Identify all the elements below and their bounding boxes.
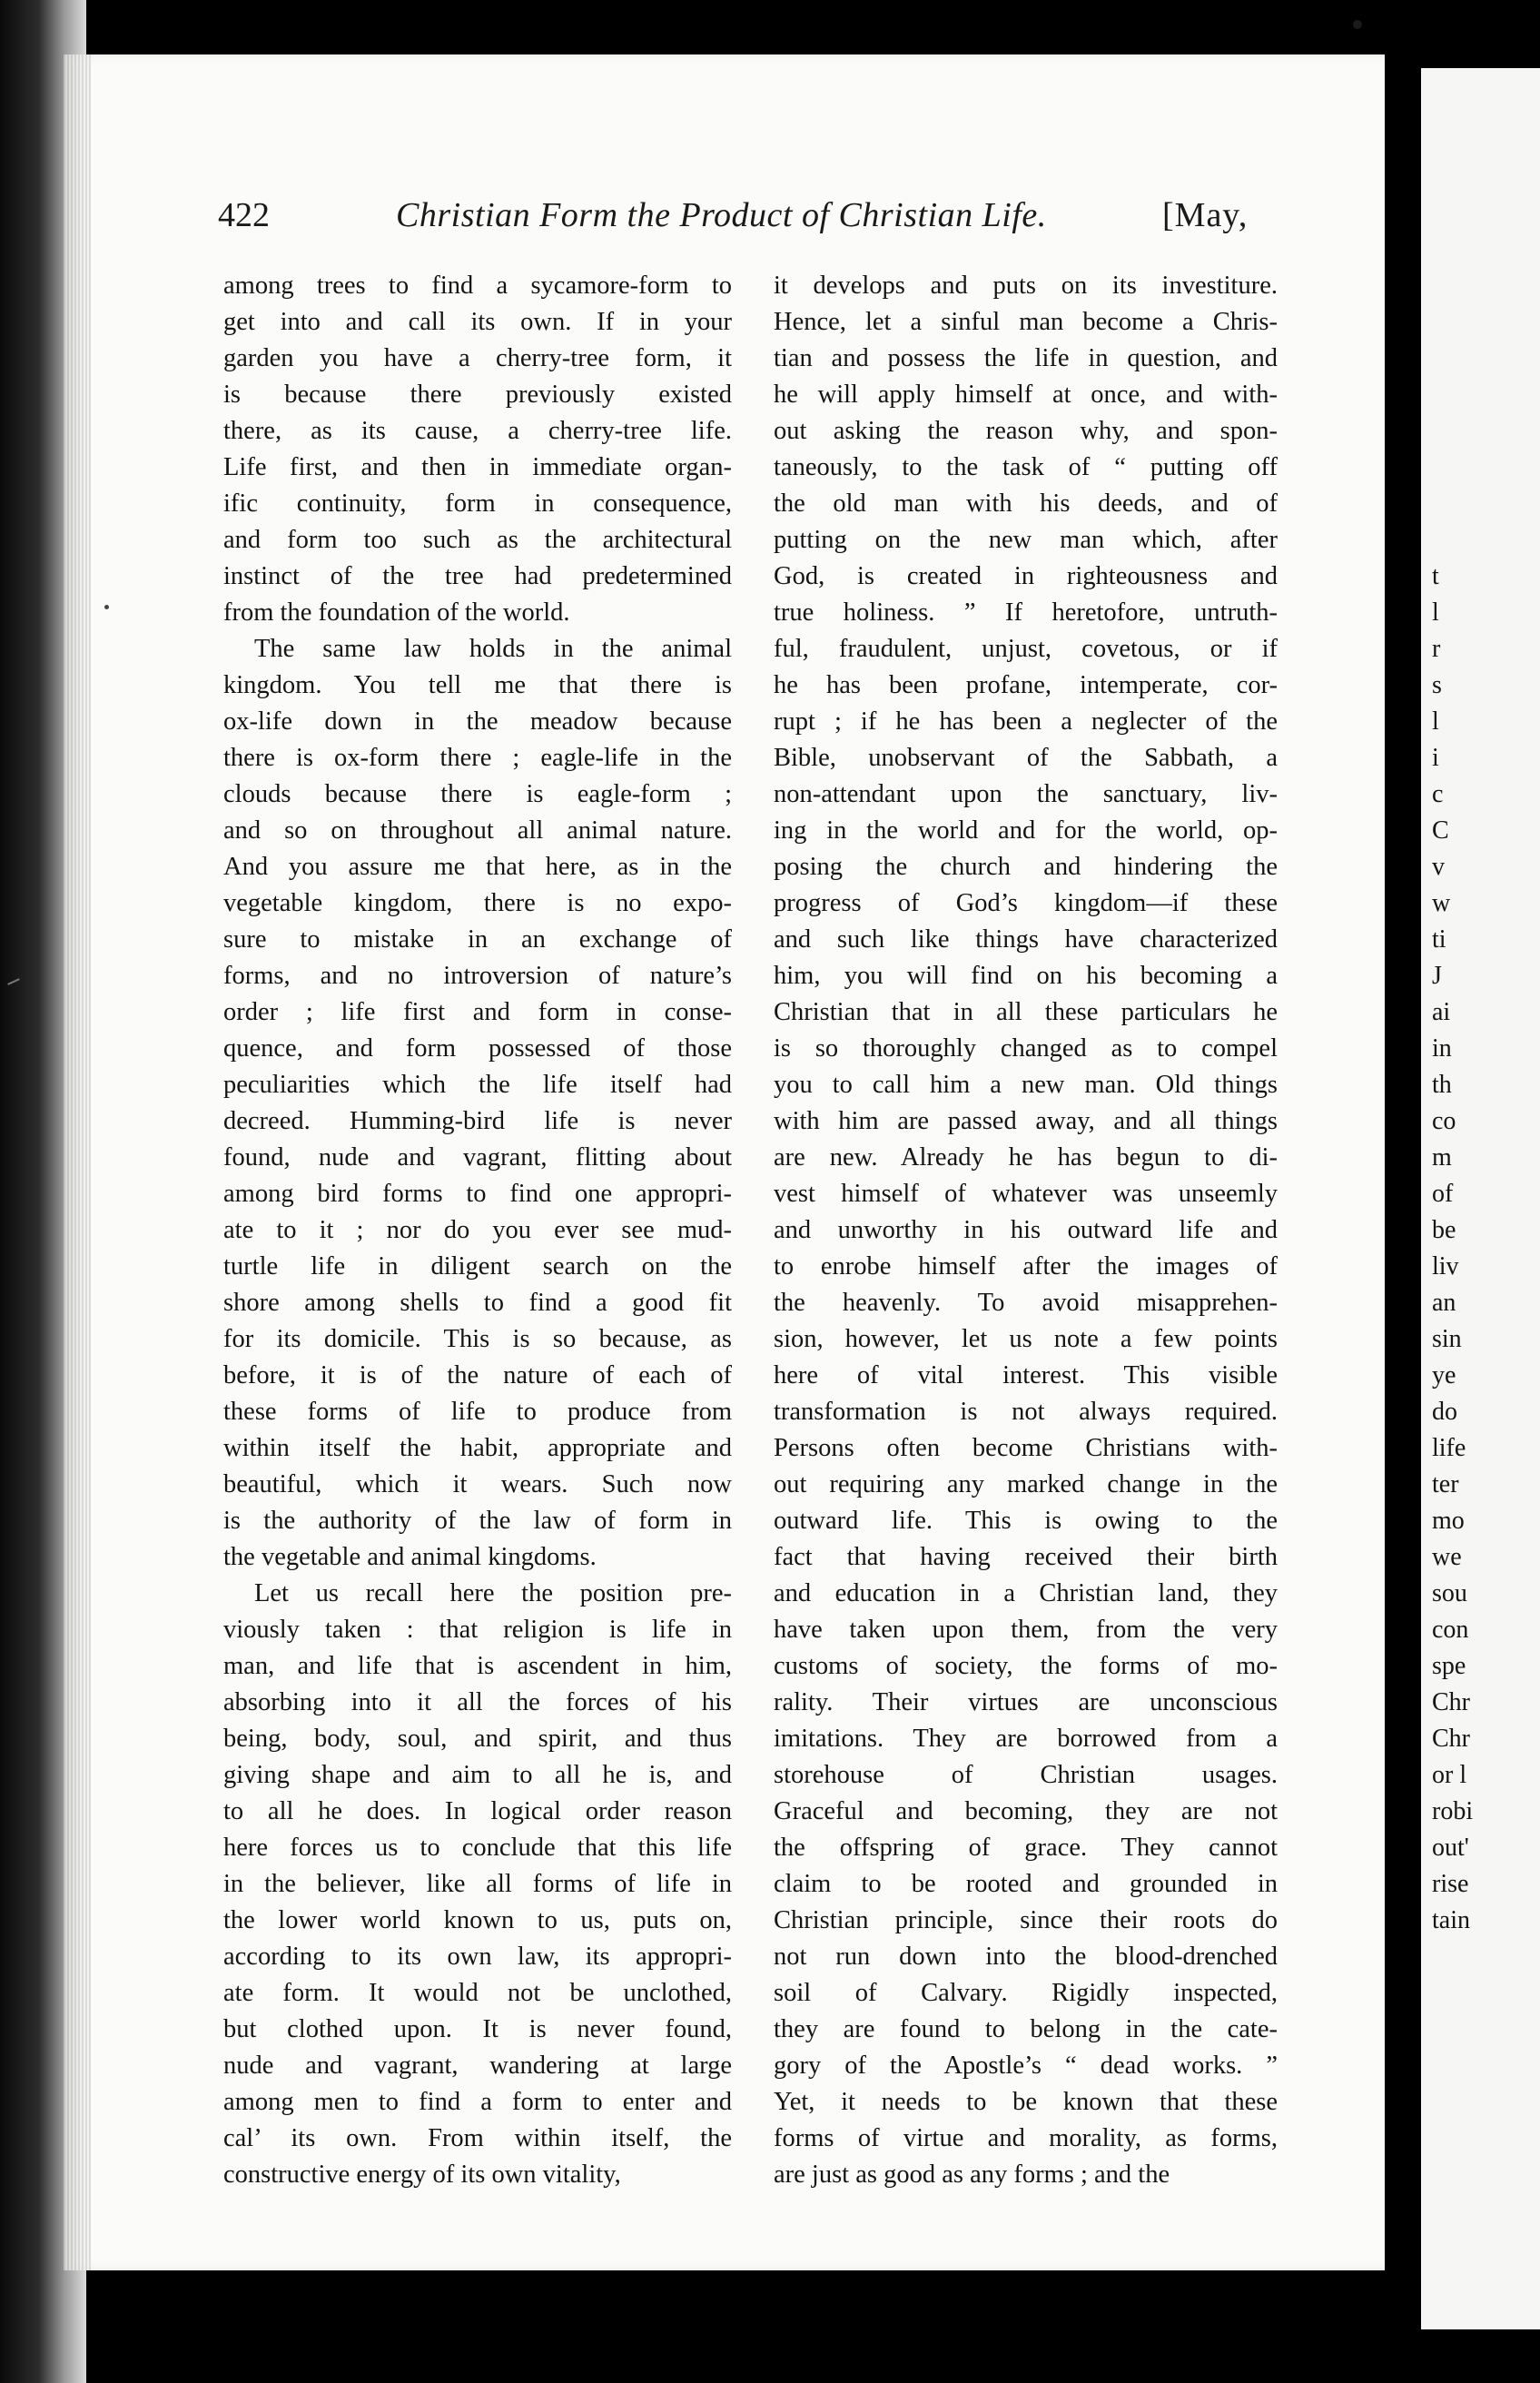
text-line: beautiful, which it wears. Such now — [223, 1470, 732, 1498]
text-line: these forms of life to produce from — [223, 1398, 732, 1426]
facing-page-fragment: tain — [1432, 1906, 1470, 1934]
facing-page-fragment: of — [1432, 1180, 1454, 1208]
text-line: customs of society, the forms of mo- — [774, 1652, 1278, 1680]
text-line: get into and call its own. If in your — [223, 308, 732, 336]
text-line: sure to mistake in an exchange of — [223, 925, 732, 954]
text-line: he has been profane, intemperate, cor- — [774, 671, 1278, 699]
facing-page-fragment: Chr — [1432, 1725, 1470, 1753]
text-line: is so thoroughly changed as to compel — [774, 1034, 1278, 1063]
facing-page-fragment: ai — [1432, 998, 1451, 1026]
text-line: giving shape and aim to all he is, and — [223, 1761, 732, 1789]
facing-page-edge — [1421, 68, 1540, 2329]
text-line: from the foundation of the world. — [223, 598, 570, 627]
facing-page-fragment: spe — [1432, 1652, 1466, 1680]
text-line: rupt ; if he has been a neglecter of the — [774, 707, 1278, 736]
text-line: fact that having received their birth — [774, 1543, 1278, 1571]
right-column — [774, 268, 1278, 2193]
facing-page-fragment: ye — [1432, 1361, 1456, 1389]
text-line: found, nude and vagrant, flitting about — [223, 1143, 732, 1172]
text-line: ific continuity, form in consequence, — [223, 489, 732, 518]
facing-page-fragment: ter — [1432, 1470, 1459, 1498]
facing-page-fragment: sin — [1432, 1325, 1462, 1353]
text-line: out requiring any marked change in the — [774, 1470, 1278, 1498]
text-line: transformation is not always required. — [774, 1398, 1278, 1426]
text-line: claim to be rooted and grounded in — [774, 1870, 1278, 1898]
header-month: [May, — [1162, 196, 1249, 234]
text-line: Persons often become Christians with- — [774, 1434, 1278, 1462]
text-line: Let us recall here the position pre- — [254, 1579, 732, 1607]
text-line: instinct of the tree had predetermined — [223, 562, 732, 590]
facing-page-fragment: i — [1432, 744, 1439, 772]
text-line: man, and life that is ascendent in him, — [223, 1652, 732, 1680]
facing-page-fragment: sou — [1432, 1579, 1467, 1607]
text-line: peculiarities which the life itself had — [223, 1071, 732, 1099]
text-line: kingdom. You tell me that there is — [223, 671, 732, 699]
text-line: The same law holds in the animal — [254, 635, 732, 663]
text-line: among men to find a form to enter and — [223, 2088, 732, 2116]
text-line: are just as good as any forms ; and the — [774, 2161, 1170, 2189]
text-line: Hence, let a sinful man become a Chris- — [774, 308, 1278, 336]
text-line: are new. Already he has begun to di- — [774, 1143, 1278, 1172]
page-edge-lines — [64, 54, 91, 2270]
text-line: And you assure me that here, as in the — [223, 853, 732, 881]
text-line: to enrobe himself after the images of — [774, 1252, 1278, 1280]
text-line: ate to it ; nor do you ever see mud- — [223, 1216, 732, 1244]
text-line: Life first, and then in immediate organ- — [223, 453, 732, 481]
facing-page-fragment: we — [1432, 1543, 1462, 1571]
text-line: non-attendant upon the sanctuary, liv- — [774, 780, 1278, 808]
text-line: tian and possess the life in question, and — [774, 344, 1278, 372]
text-line: constructive energy of its own vitality, — [223, 2161, 621, 2189]
text-line: Christian that in all these particulars he — [774, 998, 1278, 1026]
facing-page-fragment: t — [1432, 562, 1439, 590]
text-line: but clothed upon. It is never found, — [223, 2015, 732, 2043]
text-line: being, body, soul, and spirit, and thus — [223, 1725, 732, 1753]
text-line: turtle life in diligent search on the — [223, 1252, 732, 1280]
text-line: and such like things have characterized — [774, 925, 1278, 954]
text-line: out asking the reason why, and spon- — [774, 417, 1278, 445]
text-line: to all he does. In logical order reason — [223, 1797, 732, 1825]
running-title: Christian Form the Product of Christian Life. — [396, 196, 1047, 234]
text-line: decreed. Humming-bird life is never — [223, 1107, 732, 1135]
text-line: imitations. They are borrowed from a — [774, 1725, 1278, 1753]
text-line: nude and vagrant, wandering at large — [223, 2052, 732, 2080]
facing-page-fragment: l — [1432, 707, 1439, 736]
text-line: the offspring of grace. They cannot — [774, 1834, 1278, 1862]
text-line: vegetable kingdom, there is no expo- — [223, 889, 732, 917]
facing-page-fragment: w — [1432, 889, 1451, 917]
text-line: ate form. It would not be unclothed, — [223, 1979, 732, 2007]
text-line: within itself the habit, appropriate and — [223, 1434, 732, 1462]
text-line: the old man with his deeds, and of — [774, 489, 1278, 518]
text-line: clouds because there is eagle-form ; — [223, 780, 732, 808]
text-line: cal’ its own. From within itself, the — [223, 2124, 732, 2152]
text-line: rality. Their virtues are unconscious — [774, 1688, 1278, 1716]
facing-page-fragment: l — [1432, 598, 1439, 627]
facing-page-fragment: C — [1432, 816, 1449, 845]
text-line: him, you will find on his becoming a — [774, 962, 1278, 990]
facing-page-fragment: out' — [1432, 1834, 1469, 1862]
facing-page-fragment: do — [1432, 1398, 1457, 1426]
facing-page-fragment: rise — [1432, 1870, 1469, 1898]
text-line: gory of the Apostle’s “ dead works. ” — [774, 2052, 1278, 2080]
text-line: the vegetable and animal kingdoms. — [223, 1543, 597, 1571]
text-line: Christian principle, since their roots do — [774, 1906, 1278, 1934]
text-line: sion, however, let us note a few points — [774, 1325, 1278, 1353]
text-line: he will apply himself at once, and with- — [774, 381, 1278, 409]
text-line: soil of Calvary. Rigidly inspected, — [774, 1979, 1278, 2007]
text-line: they are found to belong in the cate- — [774, 2015, 1278, 2043]
text-line: forms of virtue and morality, as forms, — [774, 2124, 1278, 2152]
facing-page-fragment: life — [1432, 1434, 1466, 1462]
text-line: progress of God’s kingdom—if these — [774, 889, 1278, 917]
text-line: in the believer, like all forms of life in — [223, 1870, 732, 1898]
facing-page-fragment: robi — [1432, 1797, 1474, 1825]
facing-page-fragment: liv — [1432, 1252, 1459, 1280]
text-line: there, as its cause, a cherry-tree life. — [223, 417, 732, 445]
facing-page-fragment: con — [1432, 1616, 1469, 1644]
text-line: true holiness. ” If heretofore, untruth- — [774, 598, 1278, 627]
text-line: putting on the new man which, after — [774, 526, 1278, 554]
facing-page-fragment: c — [1432, 780, 1444, 808]
text-line: and unworthy in his outward life and — [774, 1216, 1278, 1244]
facing-page-fragment: mo — [1432, 1507, 1465, 1535]
text-line: Bible, unobservant of the Sabbath, a — [774, 744, 1278, 772]
text-line: have taken upon them, from the very — [774, 1616, 1278, 1644]
text-line: and so on throughout all animal nature. — [223, 816, 732, 845]
text-line: storehouse of Christian usages. — [774, 1761, 1278, 1789]
text-line: with him are passed away, and all things — [774, 1107, 1278, 1135]
text-line: taneously, to the task of “ putting off — [774, 453, 1278, 481]
text-line: viously taken : that religion is life in — [223, 1616, 732, 1644]
text-line: is the authority of the law of form in — [223, 1507, 732, 1535]
text-line: it develops and puts on its investiture. — [774, 272, 1278, 300]
text-line: and form too such as the architectural — [223, 526, 732, 554]
text-line: forms, and no introversion of nature’s — [223, 962, 732, 990]
running-header — [218, 195, 1308, 241]
text-line: among trees to find a sycamore-form to — [223, 272, 732, 300]
text-line: ox-life down in the meadow because — [223, 707, 732, 736]
facing-page-fragment: or l — [1432, 1761, 1467, 1789]
facing-page-fragment: in — [1432, 1034, 1452, 1063]
text-line: Graceful and becoming, they are not — [774, 1797, 1278, 1825]
text-line: here of vital interest. This visible — [774, 1361, 1278, 1389]
facing-page-fragment: J — [1432, 962, 1442, 990]
text-line: for its domicile. This is so because, as — [223, 1325, 732, 1353]
text-line: garden you have a cherry-tree form, it — [223, 344, 732, 372]
text-line: Yet, it needs to be known that these — [774, 2088, 1278, 2116]
text-line: according to its own law, its appropri- — [223, 1943, 732, 1971]
text-line: not run down into the blood-drenched — [774, 1943, 1278, 1971]
text-line: quence, and form possessed of those — [223, 1034, 732, 1063]
text-line: order ; life first and form in conse- — [223, 998, 732, 1026]
text-line: vest himself of whatever was unseemly — [774, 1180, 1278, 1208]
facing-page-fragment: an — [1432, 1289, 1456, 1317]
text-line: is because there previously existed — [223, 381, 732, 409]
text-line: here forces us to conclude that this life — [223, 1834, 732, 1862]
ink-speck-top — [1353, 20, 1362, 29]
left-column — [223, 268, 732, 2193]
facing-page-fragment: co — [1432, 1107, 1456, 1135]
text-line: outward life. This is owing to the — [774, 1507, 1278, 1535]
page-number: 422 — [218, 196, 270, 234]
text-line: posing the church and hindering the — [774, 853, 1278, 881]
book-gutter — [1385, 36, 1423, 2343]
facing-page-fragment: ti — [1432, 925, 1446, 954]
facing-page-fragment: be — [1432, 1216, 1456, 1244]
text-line: the heavenly. To avoid misapprehen- — [774, 1289, 1278, 1317]
text-line: and education in a Christian land, they — [774, 1579, 1278, 1607]
text-line: ful, fraudulent, unjust, covetous, or if — [774, 635, 1278, 663]
text-line: you to call him a new man. Old things — [774, 1071, 1278, 1099]
facing-page-fragment: s — [1432, 671, 1442, 699]
text-line: shore among shells to find a good fit — [223, 1289, 732, 1317]
facing-page-fragment: Chr — [1432, 1688, 1470, 1716]
text-line: ing in the world and for the world, op- — [774, 816, 1278, 845]
text-line: God, is created in righteousness and — [774, 562, 1278, 590]
margin-dot — [104, 605, 109, 609]
facing-page-fragment: r — [1432, 635, 1441, 663]
facing-page-fragment: v — [1432, 853, 1445, 881]
text-line: the lower world known to us, puts on, — [223, 1906, 732, 1934]
facing-page-fragment: th — [1432, 1071, 1452, 1099]
text-line: before, it is of the nature of each of — [223, 1361, 732, 1389]
text-line: there is ox-form there ; eagle-life in the — [223, 744, 732, 772]
text-line: among bird forms to find one appropri- — [223, 1180, 732, 1208]
text-line: absorbing into it all the forces of his — [223, 1688, 732, 1716]
facing-page-fragment: m — [1432, 1143, 1452, 1172]
